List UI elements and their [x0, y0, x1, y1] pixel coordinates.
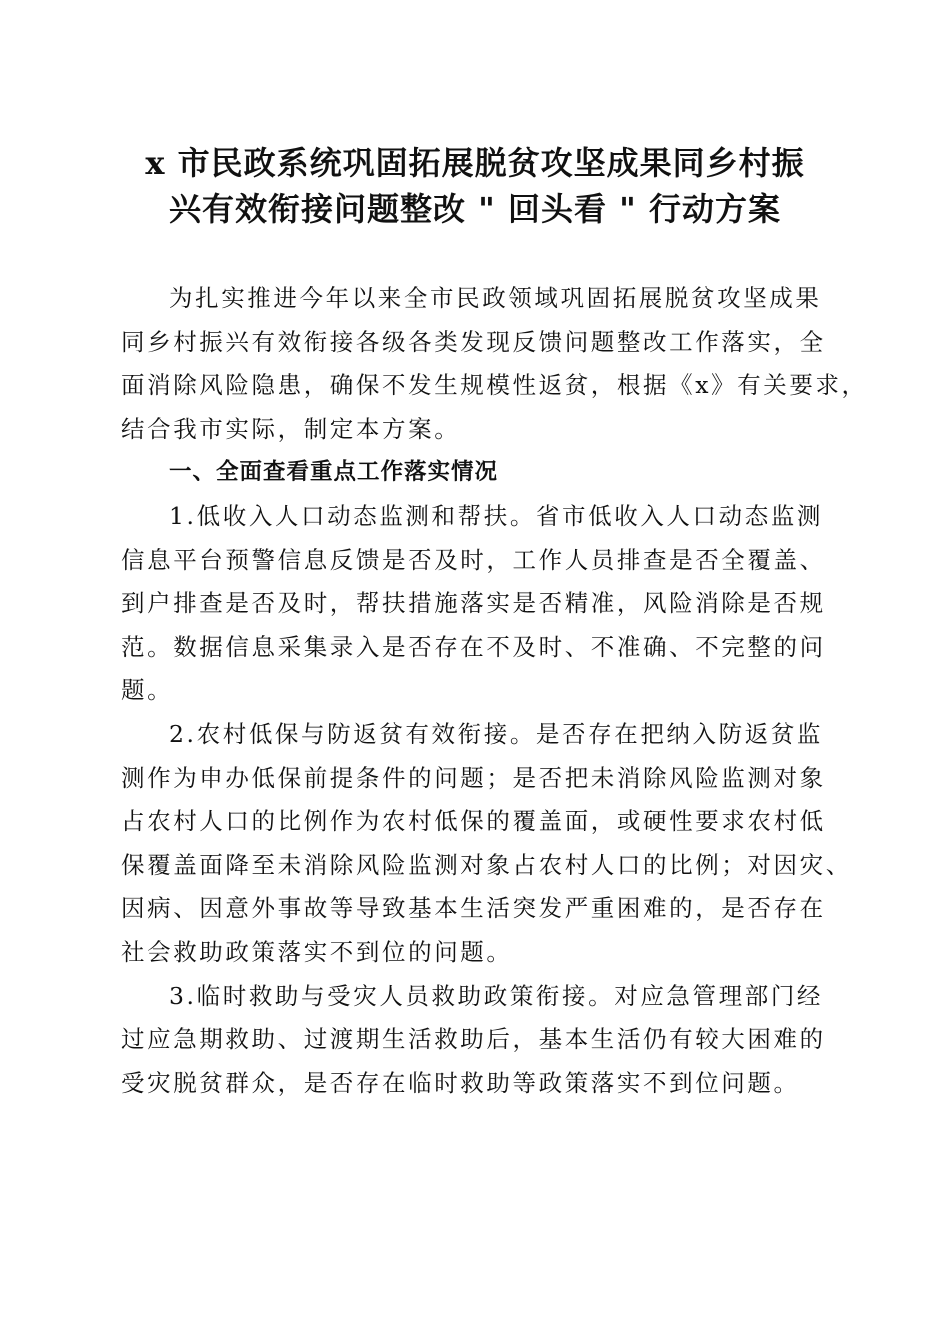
intro-line-3: 面消除风险隐患，确保不发生规模性返贫，根据《x》有关要求， — [121, 371, 868, 400]
item-1-line-4: 范。数据信息采集录入是否存在不及时、不准确、不完整的问 — [121, 632, 826, 661]
item-1-line-3: 到户排查是否及时，帮扶措施落实是否精准，风险消除是否规 — [121, 589, 826, 618]
item-2-line-4: 保覆盖面降至未消除风险监测对象占农村人口的比例；对因灾、 — [121, 850, 852, 879]
item-3-line-3: 受灾脱贫群众，是否存在临时救助等政策落实不到位问题。 — [121, 1068, 800, 1097]
item-2-paragraph — [121, 713, 852, 975]
intro-line-1: 为扎实推进今年以来全市民政领域巩固拓展脱贫攻坚成果 — [169, 284, 822, 312]
document-body — [121, 277, 868, 1105]
intro-paragraph — [121, 277, 868, 451]
item-2-line-3: 占农村人口的比例作为农村低保的覆盖面，或硬性要求农村低 — [121, 807, 826, 836]
item-1-paragraph — [121, 495, 833, 713]
item-3-line-1: 3.临时救助与受灾人员救助政策衔接。对应急管理部门经 — [169, 981, 824, 1010]
title-line-1: x 市民政系统巩固拓展脱贫攻坚成果同乡村振 — [145, 144, 805, 182]
item-1-line-1: 1.低收入人口动态监测和帮扶。省市低收入人口动态监测 — [169, 501, 824, 530]
item-2-line-6: 社会救助政策落实不到位的问题。 — [121, 937, 513, 966]
item-2-line-1: 2.农村低保与防返贫有效衔接。是否存在把纳入防返贫监 — [169, 719, 824, 748]
item-1-line-5: 题。 — [121, 676, 174, 705]
item-1-line-2: 信息平台预警信息反馈是否及时，工作人员排查是否全覆盖、 — [121, 545, 826, 574]
intro-line-4: 结合我市实际，制定本方案。 — [121, 414, 461, 443]
section-1-heading: 一、全面查看重点工作落实情况 — [169, 459, 499, 486]
item-3-paragraph — [121, 975, 833, 1106]
intro-line-2: 同乡村振兴有效衔接各级各类发现反馈问题整改工作落实，全 — [121, 327, 826, 356]
item-2-line-2: 测作为申办低保前提条件的问题；是否把未消除风险监测对象 — [121, 763, 826, 792]
item-3-line-2: 过应急期救助、过渡期生活救助后，基本生活仍有较大困难的 — [121, 1025, 826, 1054]
document-title — [100, 140, 850, 232]
title-line-2: 兴有效衔接问题整改 " 回头看 " 行动方案 — [169, 190, 781, 228]
item-2-line-5: 因病、因意外事故等导致基本生活突发严重困难的，是否存在 — [121, 894, 826, 923]
